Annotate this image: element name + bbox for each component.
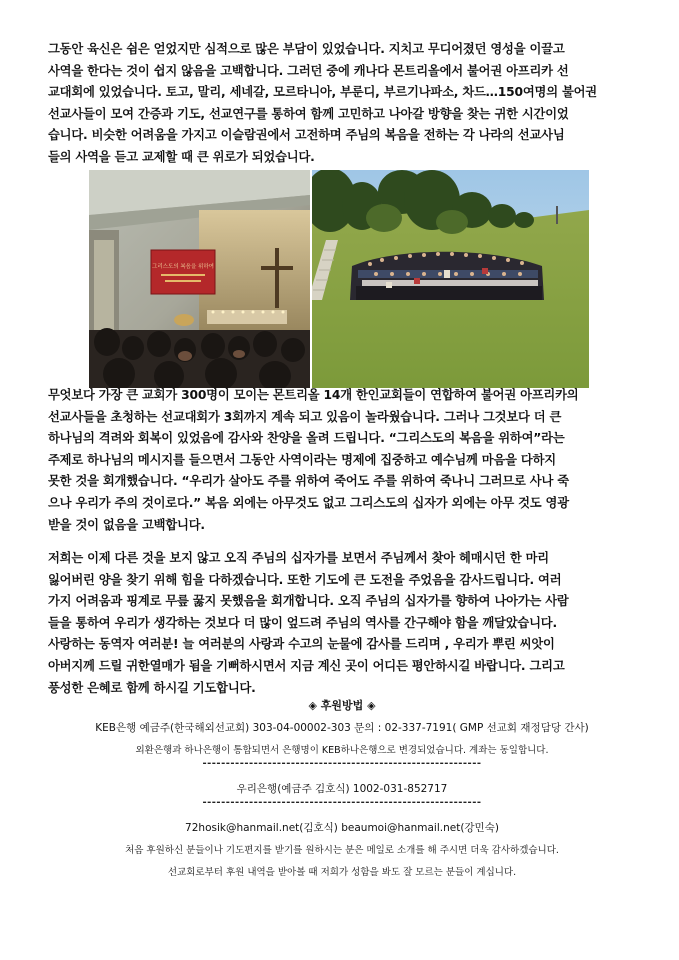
separator-line: ------------------------------------------------------------ <box>202 797 482 808</box>
text-line: 선교사들을 초청하는 선교대회가 3회까지 계속 되고 있음이 놀라웠습니다. 그러나 그것보다 더 큰 <box>48 409 562 424</box>
intro-paragraph <box>48 39 636 169</box>
conference-paragraph <box>48 385 636 536</box>
text-line: 하나님의 격려와 회복이 있었음에 감사와 찬양을 올려 드립니다. “그리스도의 복음을 위하여”라는 <box>48 431 565 446</box>
support-heading: ◈ 후원방법 ◈ <box>308 699 376 712</box>
text-line: 사랑하는 동역자 여러분! 늘 여러분의 사랑과 수고의 눈물에 감사를 드리며 , 우리가 뿌린 씨앗이 <box>48 637 555 652</box>
text-line: 무엇보다 가장 큰 교회가 300명이 모이는 몬트리올 14개 한인교회들이 연합하여 불어권 아프리카의 <box>48 388 579 402</box>
text-line: 그동안 육신은 쉼은 얻었지만 심적으로 많은 부담이 있었습니다. 지치고 무디어졌던 영성을 이끌고 <box>48 42 565 56</box>
text-line: 받을 것이 없음을 고백합니다. <box>48 517 205 532</box>
first-time-note: 처음 후원하신 분들이나 기도편지를 받기를 원하시는 분은 메일로 소개를 해 주시면 더욱 감사하겠습니다. <box>125 845 559 856</box>
text-line: 저희는 이제 다른 것을 보지 않고 오직 주님의 십자가를 보면서 주님께서 찾아 헤매시던 한 마리 <box>48 551 549 565</box>
merge-notice-line: 외환은행과 하나은행이 통합되면서 은행명이 KEB하나은행으로 변경되었습니다. 계좌는 동일합니다. <box>135 745 549 756</box>
email-line: 72hosik@hanmail.net(김호식) beaumoi@hanmail.net(강민숙) <box>185 822 499 834</box>
mission-note: 선교회로부터 후원 내역을 받아볼 때 저희가 성함을 봐도 잘 모르는 분들이 계십니다. <box>167 867 517 878</box>
group-outdoor-photo <box>312 170 589 388</box>
text-line: 선교사들이 모여 간증과 기도, 선교연구를 통하여 함께 고민하고 나아갈 방향을 찾는 귀한 시간이었 <box>48 106 569 121</box>
text-line: 습니다. 비슷한 어려움을 가지고 이슬람권에서 고전하며 주님의 복음을 전하는 각 나라의 선교사님 <box>48 128 565 143</box>
church-conference-photo <box>89 170 310 388</box>
photo-strip <box>89 170 589 388</box>
text-line: 들의 사역을 듣고 교제할 때 큰 위로가 되었습니다. <box>48 149 315 164</box>
keb-account-line: KEB은행 예금주(한국해외선교회) 303-04-00002-303 문의 : 02-337-7191( GMP 선교회 재정담당 간사) <box>95 722 589 734</box>
text-line: 가지 어려움과 핑계로 무릎 꿇지 못했음을 회개합니다. 오직 주님의 십자가를 향하여 나아가는 사람 <box>48 594 569 609</box>
closing-paragraph <box>48 548 636 699</box>
text-line: 주제로 하나님의 메시지를 들으면서 그동안 사역이라는 명제에 집중하고 예수님께 마음을 다하지 <box>48 452 556 467</box>
separator-line: ------------------------------------------------------------ <box>202 758 482 769</box>
woori-account-line: 우리은행(예금주 김호식) 1002-031-852717 <box>236 783 448 795</box>
text-line: 풍성한 은혜로 함께 하시길 기도합니다. <box>48 680 256 695</box>
text-line: 으나 우리가 주의 것이로다.” 복음 외에는 아무것도 없고 그리스도의 십자가 외에는 아무 것도 영광 <box>48 495 569 510</box>
text-line: 교대회에 있었습니다. 토고, 말리, 세네갈, 모르타니아, 부룬디, 부르기나파소, 차드…150여명의 불어권 <box>48 85 597 100</box>
text-line: 못한 것을 회개했습니다. “우리가 살아도 주를 위하여 죽어도 주를 위하여 죽나니 그러므로 사나 죽 <box>48 474 569 489</box>
text-line: 사역을 한다는 것이 쉽지 않음을 고백합니다. 그러던 중에 캐나다 몬트리올에서 불어권 아프리카 선 <box>48 63 569 78</box>
text-line: 아버지께 드릴 귀한열매가 됨을 기뻐하시면서 지금 계신 곳이 어디든 평안하시길 바랍니다. 그리고 <box>48 658 565 673</box>
text-line: 들을 통하여 우리가 생각하는 것보다 더 많이 엎드려 주님의 역사를 간구해야 함을 깨달았습니다. <box>48 615 557 630</box>
banner-text: 그리스도의 복음을 위하여 <box>152 264 214 270</box>
text-line: 잃어버린 양을 찾기 위해 힘을 다하겠습니다. 또한 기도에 큰 도전을 주었음을 감사드립니다. 여러 <box>48 572 562 587</box>
